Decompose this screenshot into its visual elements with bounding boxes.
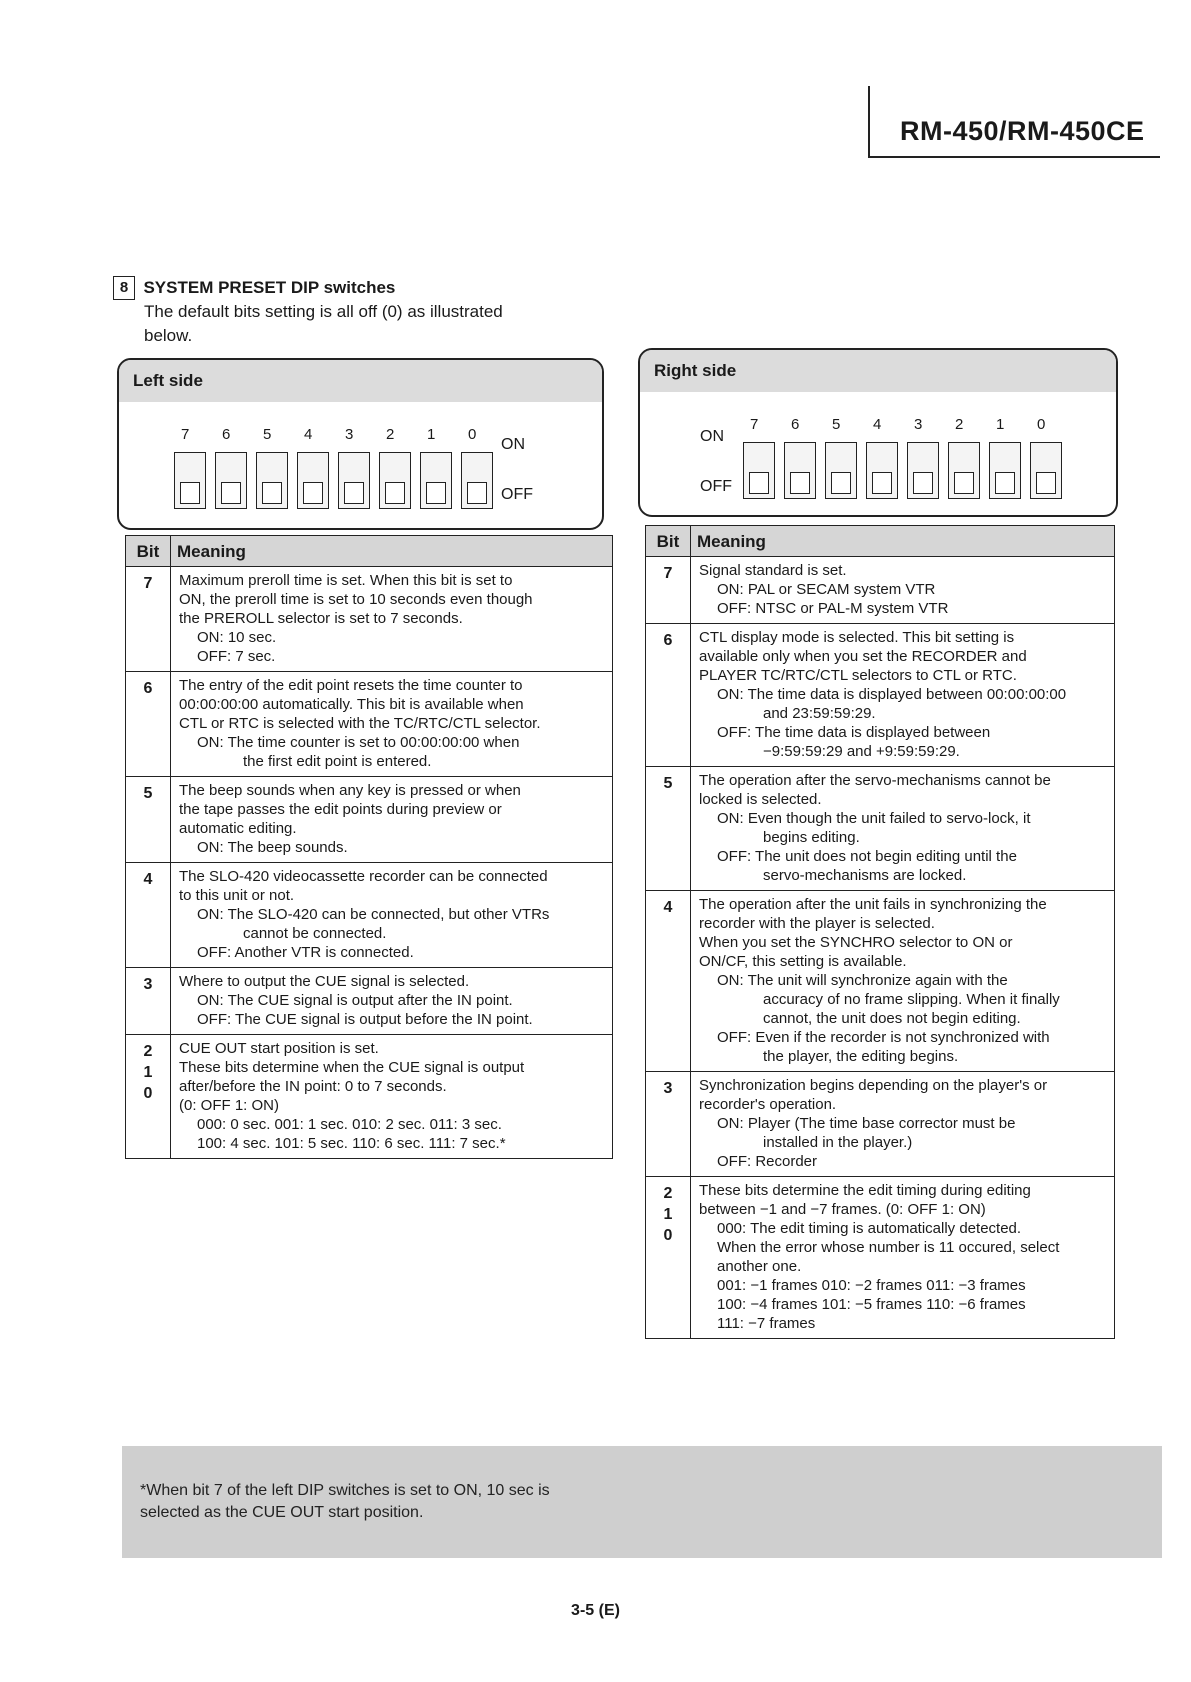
bit-number: 1 [663, 1206, 673, 1223]
meaning-column-header: Meaning [691, 526, 1115, 557]
dip-switch-slot [907, 442, 939, 499]
bit-number: 1 [143, 1064, 153, 1081]
meaning-line: The entry of the edit point resets the time counter to [179, 677, 523, 694]
meaning-line: The SLO-420 videocassette recorder can be connected [179, 868, 548, 885]
dip-switch-slot [297, 452, 329, 509]
meaning-line: 111: −7 frames [717, 1315, 816, 1332]
meaning-line: accuracy of no frame slipping. When it finally [763, 991, 1060, 1008]
meaning-cell [171, 672, 613, 777]
left-bit-meaning-table [125, 535, 613, 1159]
meaning-line: to this unit or not. [179, 887, 295, 904]
bit-column-header: Bit [646, 526, 691, 557]
meaning-line: The operation after the unit fails in synchronizing the [699, 896, 1047, 913]
dip-switch-slot [420, 452, 452, 509]
bit-label: 4 [873, 416, 882, 433]
meaning-cell [691, 557, 1115, 624]
footnote-box [122, 1446, 1162, 1558]
meaning-line: recorder with the player is selected. [699, 915, 935, 932]
bit-cell: 3 [646, 1072, 691, 1177]
meaning-line: recorder's operation. [699, 1096, 837, 1113]
table-row [646, 1177, 1115, 1339]
table-row [126, 672, 613, 777]
meaning-cell [171, 863, 613, 968]
meaning-line: OFF: 7 sec. [197, 648, 276, 665]
meaning-line: ON: 10 sec. [197, 629, 277, 646]
meaning-line: ON: Player (The time base corrector must be [717, 1115, 1016, 1132]
bit-cell: 6 [646, 624, 691, 767]
dip-switch-slot [379, 452, 411, 509]
meaning-line: ON: The time data is displayed between 00:00:00:00 [717, 686, 1067, 703]
meaning-line: 00:00:00:00 automatically. This bit is available when [179, 696, 524, 713]
meaning-line: cannot, the unit does not begin editing. [763, 1010, 1021, 1027]
meaning-cell [691, 891, 1115, 1072]
bit-cell: 5 [126, 777, 171, 863]
on-label: ON [501, 436, 525, 453]
right-panel-title: Right side [640, 350, 1116, 392]
meaning-line: CTL display mode is selected. This bit setting is [699, 629, 1015, 646]
meaning-line: automatic editing. [179, 820, 297, 837]
table-row [646, 1072, 1115, 1177]
bit-label: 0 [1037, 416, 1046, 433]
bit-label: 1 [996, 416, 1005, 433]
meaning-line: ON: Even though the unit failed to servo-lock, it [717, 810, 1031, 827]
section-number: 8 [113, 276, 135, 300]
meaning-line: OFF: Even if the recorder is not synchronized with [717, 1029, 1050, 1046]
meaning-line: ON: The SLO-420 can be connected, but other VTRs [197, 906, 550, 923]
meaning-line: ON: The time counter is set to 00:00:00:00 when [197, 734, 520, 751]
meaning-line: 001: −1 frames 010: −2 frames 011: −3 frames [717, 1277, 1026, 1294]
off-label: OFF [501, 486, 533, 503]
dip-switch-slot [825, 442, 857, 499]
right-bit-meaning-table [645, 525, 1115, 1339]
footnote-line: selected as the CUE OUT start position. [140, 1504, 424, 1521]
dip-switch-slot [1030, 442, 1062, 499]
dip-switch-slot [784, 442, 816, 499]
meaning-line: OFF: NTSC or PAL-M system VTR [717, 600, 949, 617]
meaning-line: OFF: The time data is displayed between [717, 724, 991, 741]
bit-label: 6 [791, 416, 800, 433]
meaning-line: OFF: The unit does not begin editing until the [717, 848, 1017, 865]
bit-label: 7 [181, 426, 190, 443]
bit-label: 7 [750, 416, 759, 433]
meaning-line: 100: 4 sec. 101: 5 sec. 110: 6 sec. 111: 7 sec.* [197, 1135, 506, 1152]
bit-cell [126, 1035, 171, 1159]
bit-label: 5 [263, 426, 272, 443]
model-title: RM-450/RM-450CE [900, 116, 1145, 146]
meaning-line: PLAYER TC/RTC/CTL selectors to CTL or RTC. [699, 667, 1017, 684]
table-row [646, 557, 1115, 624]
meaning-line: The beep sounds when any key is pressed or when [179, 782, 521, 799]
bit-label: 5 [832, 416, 841, 433]
footnote-text [140, 1480, 550, 1524]
meaning-column-header: Meaning [171, 536, 613, 567]
bit-label: 0 [468, 426, 477, 443]
meaning-line: Maximum preroll time is set. When this bit is set to [179, 572, 513, 589]
section-title: SYSTEM PRESET DIP switches [143, 278, 396, 297]
meaning-line: Signal standard is set. [699, 562, 847, 579]
table-row [646, 891, 1115, 1072]
meaning-line: cannot be connected. [243, 925, 387, 942]
meaning-line: 000: 0 sec. 001: 1 sec. 010: 2 sec. 011: 3 sec. [197, 1116, 502, 1133]
bit-label: 2 [955, 416, 964, 433]
meaning-cell [691, 1177, 1115, 1339]
section-desc-line: below. [144, 326, 193, 345]
meaning-line: the PREROLL selector is set to 7 seconds. [179, 610, 463, 627]
bit-cell: 6 [126, 672, 171, 777]
meaning-line: CTL or RTC is selected with the TC/RTC/CTL selector. [179, 715, 541, 732]
meaning-line: CUE OUT start position is set. [179, 1040, 379, 1057]
bit-label: 3 [345, 426, 354, 443]
meaning-line: −9:59:59:29 and +9:59:59:29. [763, 743, 960, 760]
table-header-row [126, 536, 613, 567]
on-label: ON [700, 428, 724, 445]
section-heading [113, 276, 593, 348]
dip-switch-slot [866, 442, 898, 499]
meaning-line: the first edit point is entered. [243, 753, 432, 770]
left-dip-switch-panel [117, 358, 604, 530]
bit-cell [646, 1177, 691, 1339]
bit-number: 2 [143, 1043, 153, 1060]
meaning-line: ON: PAL or SECAM system VTR [717, 581, 936, 598]
meaning-line: (0: OFF 1: ON) [179, 1097, 280, 1114]
meaning-line: When you set the SYNCHRO selector to ON or [699, 934, 1013, 951]
dip-switch-slot [948, 442, 980, 499]
meaning-line: the player, the editing begins. [763, 1048, 959, 1065]
meaning-line: ON, the preroll time is set to 10 seconds even though [179, 591, 533, 608]
off-label: OFF [700, 478, 732, 495]
meaning-cell [171, 1035, 613, 1159]
meaning-line: after/before the IN point: 0 to 7 seconds. [179, 1078, 447, 1095]
bit-cell: 4 [646, 891, 691, 1072]
meaning-line: locked is selected. [699, 791, 822, 808]
table-row [126, 1035, 613, 1159]
bit-label: 3 [914, 416, 923, 433]
meaning-cell [171, 777, 613, 863]
meaning-line: and 23:59:59:29. [763, 705, 876, 722]
dip-switch-slot [461, 452, 493, 509]
bit-label: 1 [427, 426, 436, 443]
meaning-line: OFF: The CUE signal is output before the IN point. [197, 1011, 533, 1028]
bit-cell: 7 [646, 557, 691, 624]
dip-switch-slot [256, 452, 288, 509]
bit-label: 4 [304, 426, 313, 443]
bit-label: 2 [386, 426, 395, 443]
meaning-line: installed in the player.) [763, 1134, 913, 1151]
footnote-line: *When bit 7 of the left DIP switches is set to ON, 10 sec is [140, 1482, 550, 1499]
dip-switch-slot [338, 452, 370, 509]
meaning-line: ON: The unit will synchronize again with the [717, 972, 1008, 989]
meaning-line: ON/CF, this setting is available. [699, 953, 907, 970]
bit-number: 2 [663, 1185, 673, 1202]
bit-label: 6 [222, 426, 231, 443]
table-row [126, 968, 613, 1035]
meaning-cell [691, 1072, 1115, 1177]
meaning-line: 000: The edit timing is automatically detected. [717, 1220, 1022, 1237]
meaning-line: ON: The CUE signal is output after the IN point. [197, 992, 513, 1009]
meaning-line: the tape passes the edit points during preview or [179, 801, 502, 818]
table-row [646, 767, 1115, 891]
dip-switch-slot [215, 452, 247, 509]
meaning-line: When the error whose number is 11 occured, select [717, 1239, 1060, 1256]
bit-cell: 3 [126, 968, 171, 1035]
meaning-line: These bits determine when the CUE signal is output [179, 1059, 525, 1076]
table-row [126, 777, 613, 863]
meaning-cell [691, 624, 1115, 767]
dip-switch-slot [743, 442, 775, 499]
meaning-cell [171, 567, 613, 672]
meaning-line: begins editing. [763, 829, 860, 846]
table-header-row [646, 526, 1115, 557]
meaning-line: OFF: Recorder [717, 1153, 818, 1170]
meaning-line: servo-mechanisms are locked. [763, 867, 967, 884]
meaning-line: ON: The beep sounds. [197, 839, 348, 856]
meaning-cell [691, 767, 1115, 891]
meaning-line: These bits determine the edit timing during editing [699, 1182, 1031, 1199]
dip-switch-slot [989, 442, 1021, 499]
bit-cell: 5 [646, 767, 691, 891]
left-panel-title: Left side [119, 360, 602, 402]
meaning-line: available only when you set the RECORDER and [699, 648, 1027, 665]
dip-switch-slot [174, 452, 206, 509]
meaning-line: another one. [717, 1258, 802, 1275]
table-row [126, 567, 613, 672]
section-description [144, 300, 593, 348]
bit-cell: 7 [126, 567, 171, 672]
meaning-line: Where to output the CUE signal is selected. [179, 973, 470, 990]
right-dip-switch-panel [638, 348, 1118, 517]
section-desc-line: The default bits setting is all off (0) as illustrated [144, 302, 503, 321]
meaning-line: OFF: Another VTR is connected. [197, 944, 414, 961]
model-title-box [868, 86, 1160, 158]
meaning-line: between −1 and −7 frames. (0: OFF 1: ON) [699, 1201, 986, 1218]
page-number: 3-5 (E) [571, 1602, 620, 1619]
meaning-line: Synchronization begins depending on the player's or [699, 1077, 1048, 1094]
table-row [646, 624, 1115, 767]
bit-number: 0 [143, 1085, 153, 1102]
bit-number: 0 [663, 1227, 673, 1244]
bit-column-header: Bit [126, 536, 171, 567]
meaning-cell [171, 968, 613, 1035]
bit-cell: 4 [126, 863, 171, 968]
meaning-line: 100: −4 frames 101: −5 frames 110: −6 frames [717, 1296, 1026, 1313]
meaning-line: The operation after the servo-mechanisms cannot be [699, 772, 1051, 789]
table-row [126, 863, 613, 968]
